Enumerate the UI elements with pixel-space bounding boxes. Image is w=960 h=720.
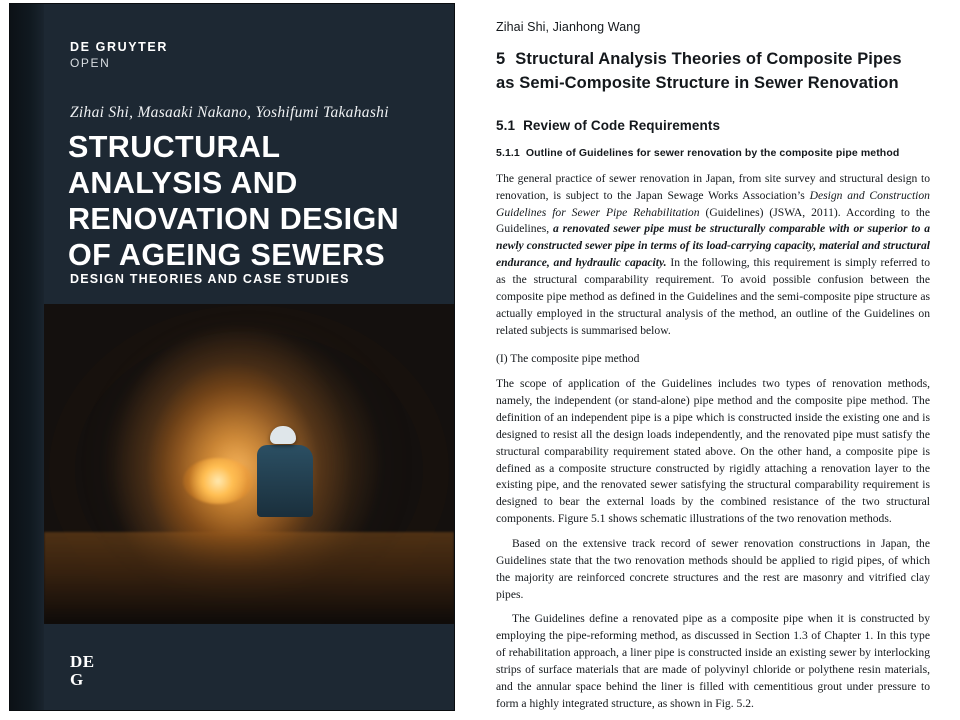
cover-title: STRUCTURAL ANALYSIS AND RENOVATION DESIGN OF AGEING SEWERS — [68, 130, 400, 272]
chapter-text-page — [470, 0, 960, 720]
logo-line-1: DE — [70, 652, 95, 672]
worker-figure — [257, 445, 313, 517]
subsection-title: Outline of Guidelines for sewer renovation by the composite pipe method — [525, 146, 900, 159]
comparability-requirement-emphasis: a renovated sewer pipe must be structurally comparable with or superior to a newly constructed sewer pipe in terms of its load-carrying capacity, material and structural endurance, and hydraulic capacity. — [496, 222, 930, 270]
logo-line-2: G — [70, 669, 84, 689]
chapter-authors: Zihai Shi, Jianhong Wang — [496, 20, 641, 34]
book-cover-front — [44, 4, 454, 710]
paragraph-intro-part-b: (Guidelines) (JSWA, 2011). According to the Guidelines, — [496, 205, 930, 236]
publisher-logo — [70, 40, 168, 70]
book-cover-panel — [0, 0, 470, 720]
chapter-title — [496, 48, 930, 96]
book-spine — [10, 4, 44, 710]
section-title: Review of Code Requirements — [523, 117, 721, 133]
paragraph-renovated-pipe-definition: The Guidelines define a renovated pipe as a composite pipe when it is constructed by employing the pipe-reforming method, as discussed in Section 1.3 of Chapter 1. In this type of rehabilitation approach, a liner pipe is constructed inside an existing sewer by interlocking strips of surface materials that are made of polyvinyl chloride or polythene resin materials, and the annular space behind the liner is filled with cementitious grout under pressure to form a highly integrated structure, as shown in Fig. 5.2. — [496, 612, 930, 710]
cover-subtitle: DESIGN THEORIES AND CASE STUDIES — [70, 272, 350, 286]
guidelines-title-italic: Design and Construction Guidelines for Sewer Pipe Rehabilitation — [496, 188, 930, 219]
paragraph-track-record: Based on the extensive track record of sewer renovation constructions in Japan, the Guidelines state that the two renovation methods should be applied to rigid pipes, of which the majority are reinforced concrete structures and the rest are masonry and vitrified clay pipes. — [496, 537, 930, 601]
publisher-name: DE GRUYTER — [70, 40, 168, 54]
cover-photo — [44, 304, 454, 624]
paragraph-intro — [496, 171, 930, 340]
degruyter-logo — [70, 653, 95, 688]
chapter-number: 5 — [496, 50, 506, 68]
publisher-imprint: OPEN — [70, 56, 111, 70]
subsection-heading — [496, 147, 930, 159]
worker-helmet — [270, 426, 296, 444]
book-cover — [10, 4, 454, 710]
subsection-number: 5.1.1 — [496, 146, 520, 159]
paragraph-intro-part-c: In the following, this requirement is simply referred to as the structural comparability requirement. To avoid possible confusion between the composite pipe method as defined in the Guidelines and the semi-composite pipe structure as actually employed in the structural analysis of the method, an outline of the Guidelines on related subjects is summarised below. — [496, 256, 930, 337]
paragraph-composite-pipe-method: The scope of application of the Guidelines includes two types of renovation methods, namely, the independent (or stand-alone) pipe method and the composite pipe method. The definition of an independent pipe is a pipe which is constructed inside the existing one and is designed to resist all the design loads independently, and the renovated pipe must satisfy the structural comparability requirement stated above. On the other hand, a composite pipe is defined as a composite structure constructed by rigidly attaching a renovation layer to the existing pipe, and the renovated sewer satisfying the structural comparability requirement is designed to bear the external loads by the combined resistance of the two structural components. Figure 5.1 shows schematic illustrations of the two renovation methods. — [496, 377, 930, 526]
paragraph-composite-pipe-heading: (I) The composite pipe method — [496, 352, 640, 366]
chapter-title-line-1: Structural Analysis Theories of Composite Pipes — [515, 50, 902, 68]
cover-authors: Zihai Shi, Masaaki Nakano, Yoshifumi Takahashi — [70, 104, 389, 121]
section-heading — [496, 118, 930, 133]
chapter-title-line-2: as Semi-Composite Structure in Sewer Renovation — [496, 73, 899, 92]
lamp-glow — [183, 458, 253, 504]
paragraph-intro-part-a: The general practice of sewer renovation in Japan, from site survey and structural design to renovation, is subject to the Japan Sewage Works Association’s — [496, 171, 930, 202]
section-number: 5.1 — [496, 117, 516, 133]
tunnel-water-reflection — [44, 532, 454, 624]
